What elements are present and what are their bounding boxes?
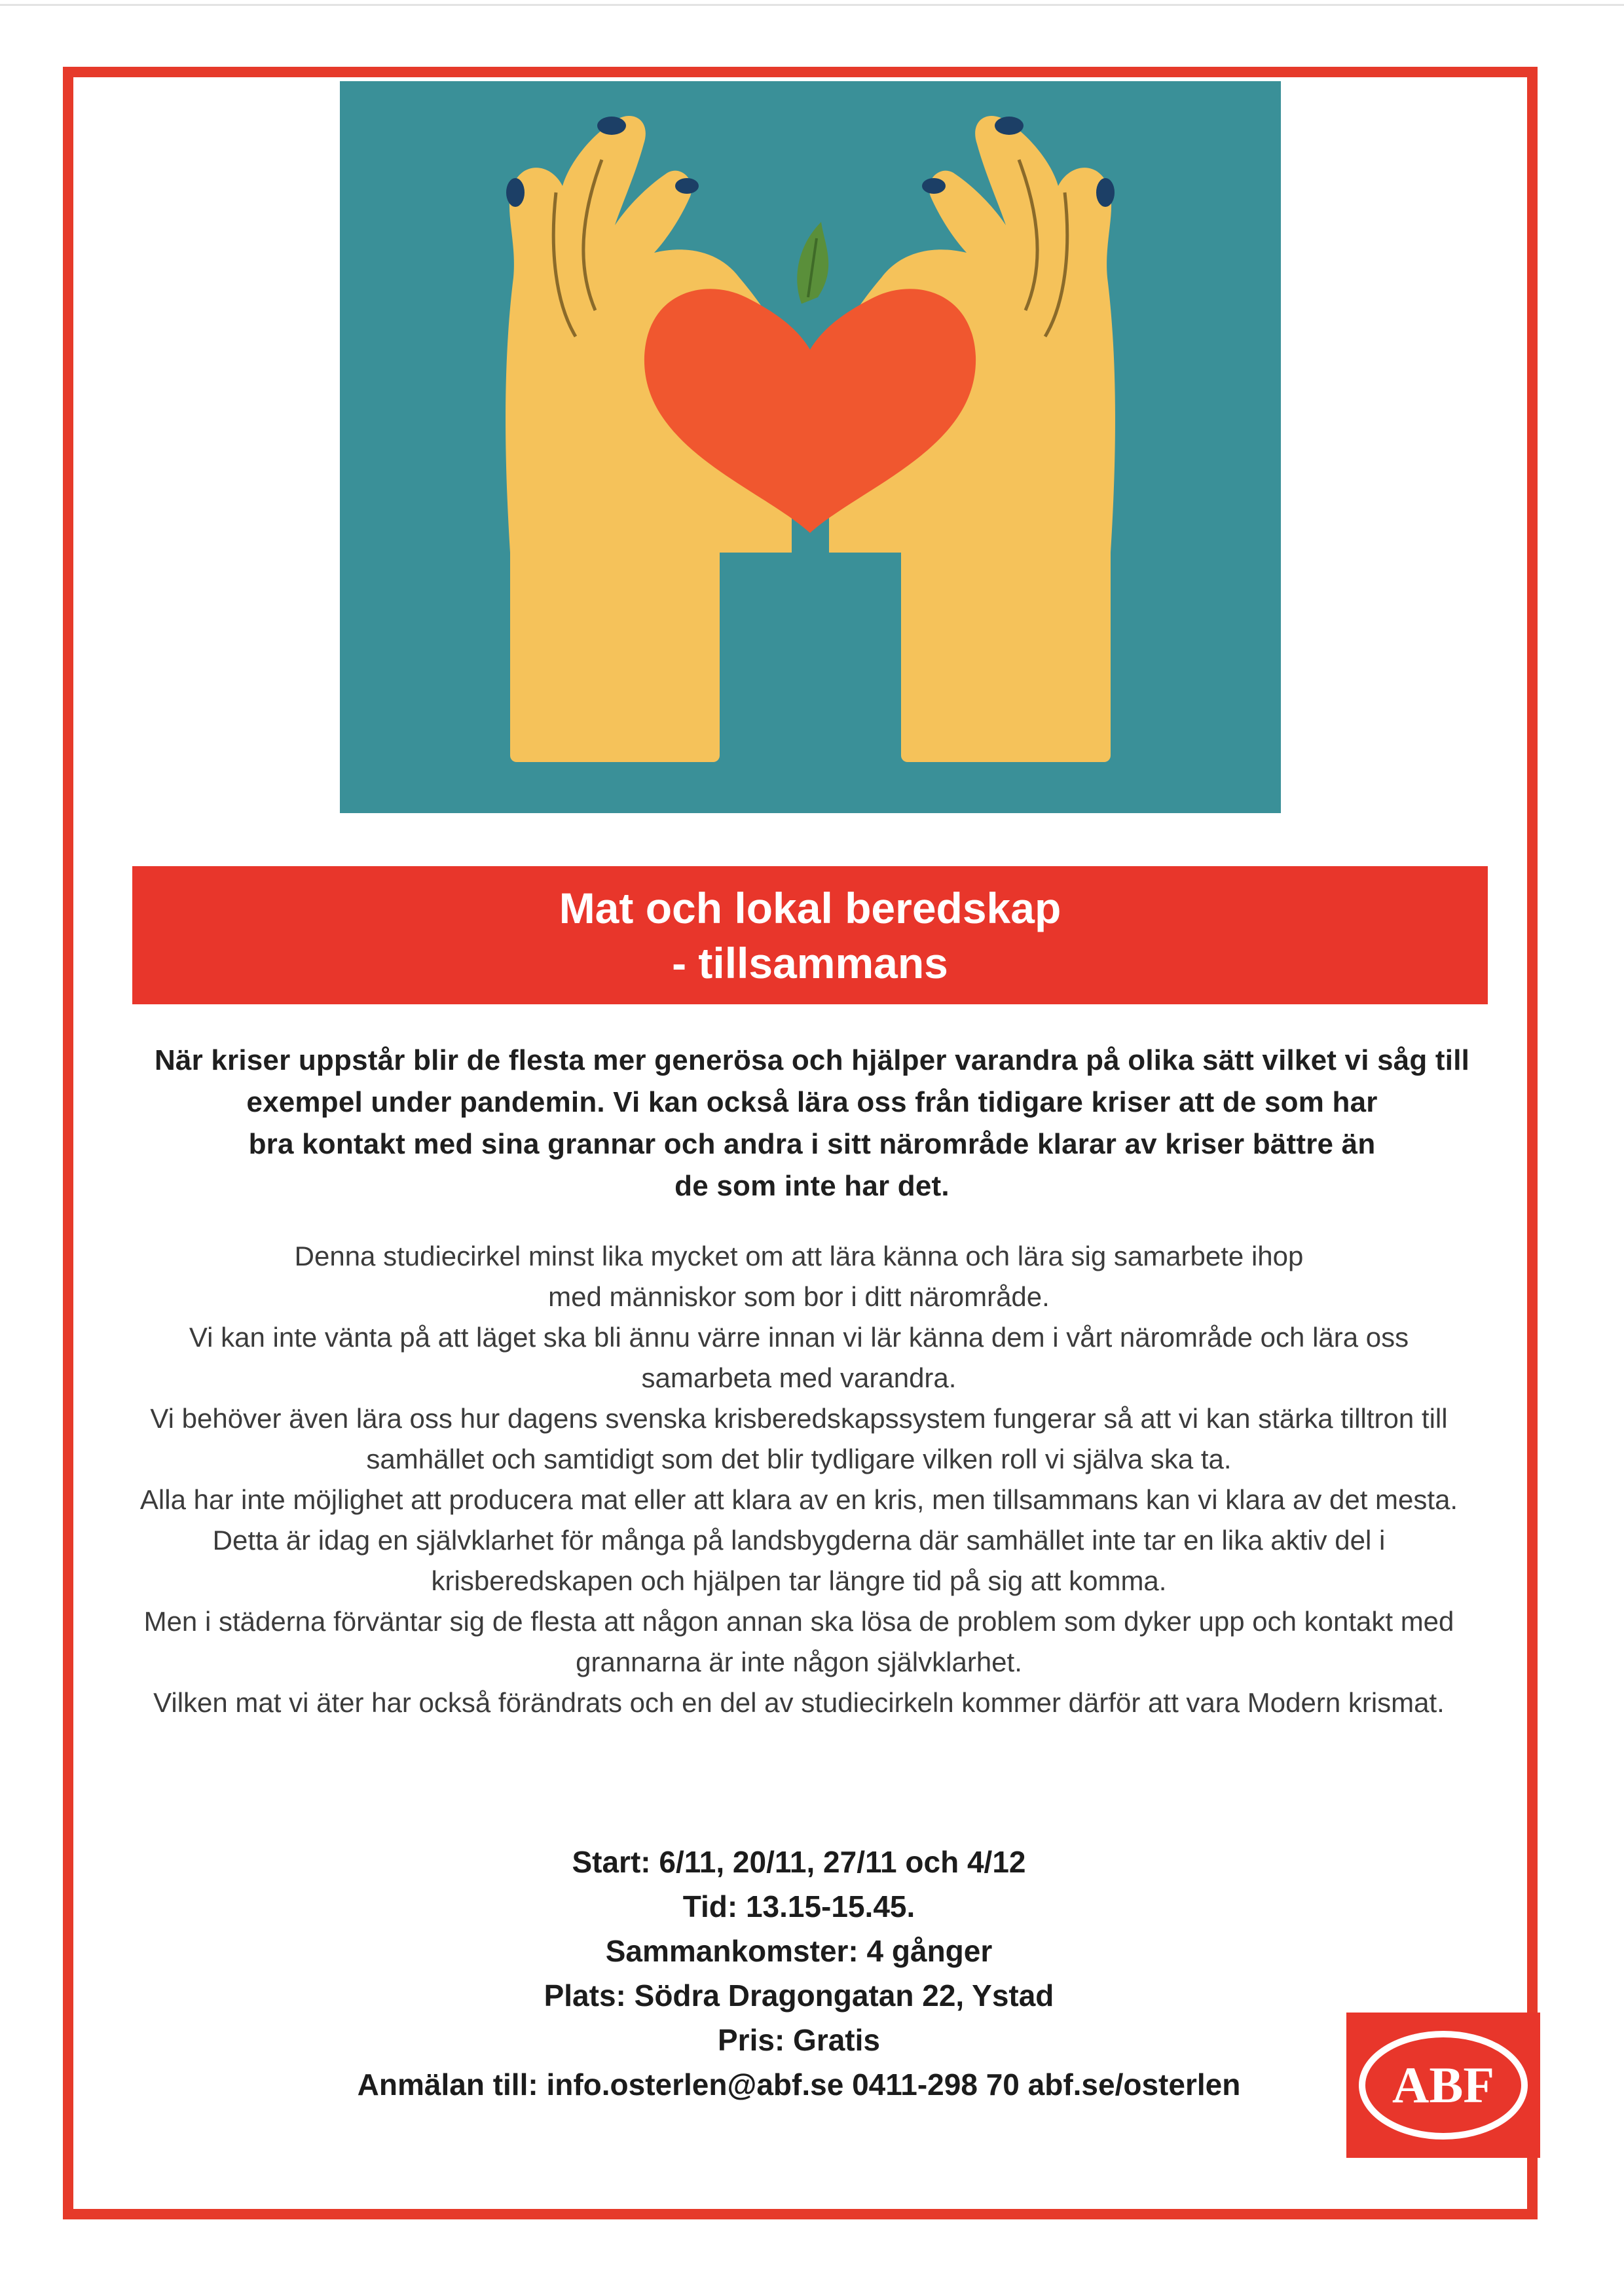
title-banner	[132, 866, 1488, 1004]
signup-contact: Anmälan till: info.osterlen@abf.se 0411-298 70 abf.se/osterlen	[357, 2068, 1241, 2102]
body-line: krisberedskapen och hjälpen tar längre tid på sig att komma.	[431, 1565, 1167, 1596]
intro-paragraph	[131, 1040, 1493, 1207]
intro-line: exempel under pandemin. Vi kan också lära oss från tidigare kriser att de som har	[246, 1086, 1378, 1118]
body-line: Men i städerna förväntar sig de flesta att någon annan ska lösa de problem som dyker upp och kontakt med	[143, 1606, 1454, 1637]
body-line: grannarna är inte någon självklarhet.	[576, 1647, 1022, 1677]
hands-heart-illustration	[340, 81, 1281, 813]
abf-logo	[1346, 2013, 1540, 2158]
body-line: Vi behöver även lära oss hur dagens svenska krisberedskapssystem fungerar så att vi kan stärka tilltron till	[150, 1403, 1448, 1434]
intro-line: bra kontakt med sina grannar och andra i sitt närområde klarar av kriser bättre än	[248, 1128, 1376, 1160]
body-line: Detta är idag en självklarhet för många på landsbygderna där samhället inte tar en lika aktiv del i	[212, 1525, 1386, 1556]
logo-text: ABF	[1392, 2056, 1494, 2113]
body-line: Vi kan inte vänta på att läget ska bli ännu värre innan vi lär känna dem i vårt närområde och lära oss	[189, 1322, 1409, 1353]
time: Tid: 13.15-15.45.	[682, 1889, 915, 1923]
body-line: Vilken mat vi äter har också förändrats och en del av studiecirkeln kommer därför att vara Modern krismat.	[153, 1687, 1445, 1718]
meeting-count: Sammankomster: 4 gånger	[605, 1934, 993, 1968]
body-line: samarbeta med varandra.	[641, 1362, 957, 1393]
body-line: med människor som bor i ditt närområde.	[548, 1281, 1050, 1312]
title-line-1: Mat och lokal beredskap	[559, 883, 1061, 932]
body-text	[72, 1236, 1526, 1723]
intro-line: de som inte har det.	[674, 1170, 950, 1202]
course-details	[308, 1840, 1290, 2107]
intro-line: När kriser uppstår blir de flesta mer generösa och hjälper varandra på olika sätt vilket vi såg till	[154, 1044, 1470, 1076]
title-line-2: - tillsammans	[672, 938, 948, 987]
place: Plats: Södra Dragongatan 22, Ystad	[544, 1978, 1054, 2013]
body-line: Denna studiecirkel minst lika mycket om att lära känna och lära sig samarbete ihop	[294, 1241, 1304, 1271]
page-top-rule	[0, 4, 1624, 6]
price: Pris: Gratis	[718, 2023, 880, 2057]
start-dates: Start: 6/11, 20/11, 27/11 och 4/12	[572, 1845, 1026, 1879]
body-line: Alla har inte möjlighet att producera mat eller att klara av en kris, men tillsammans kan vi klara av det mesta.	[139, 1484, 1458, 1515]
body-line: samhället och samtidigt som det blir tydligare vilken roll vi själva ska ta.	[366, 1444, 1232, 1474]
